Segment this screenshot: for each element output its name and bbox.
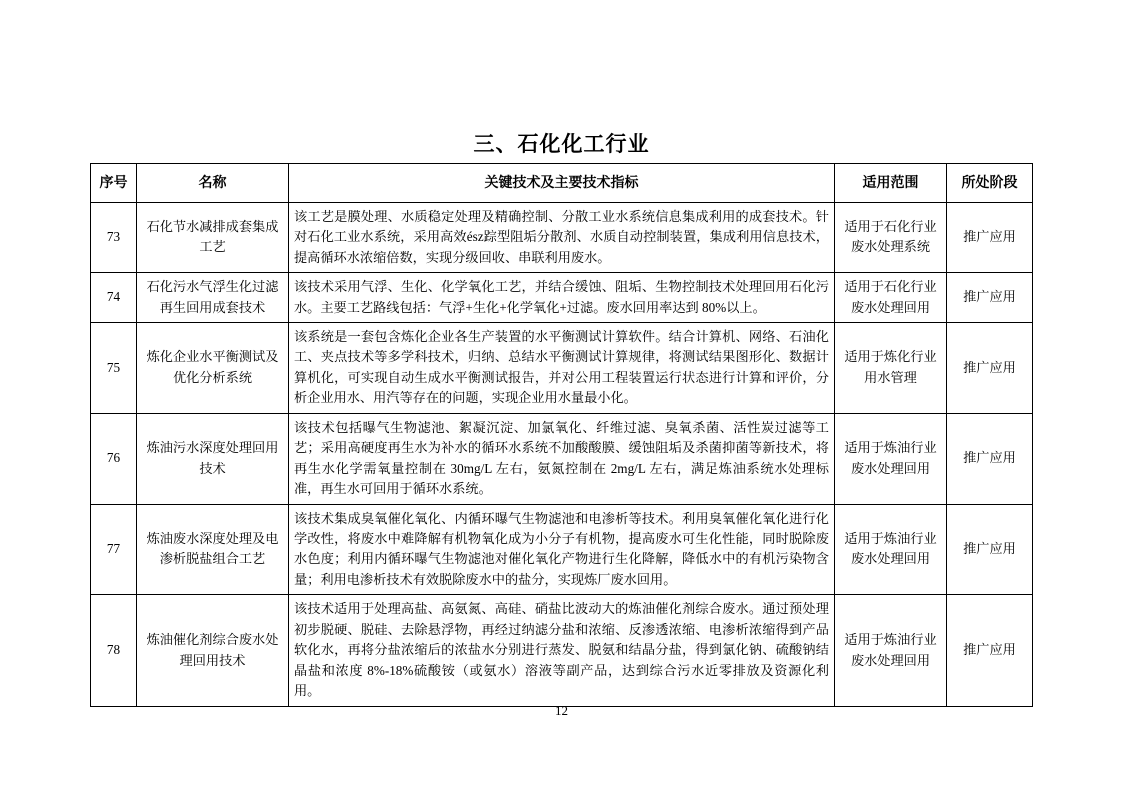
- cell-stage: 推广应用: [947, 322, 1033, 413]
- cell-no: 77: [91, 504, 137, 595]
- cell-no: 76: [91, 413, 137, 504]
- cell-no: 74: [91, 273, 137, 323]
- cell-stage: 推广应用: [947, 504, 1033, 595]
- cell-scope: 适用于石化行业废水处理系统: [835, 202, 947, 272]
- column-header-scope: 适用范围: [835, 164, 947, 203]
- cell-name: 石化节水减排成套集成工艺: [137, 202, 289, 272]
- cell-tech: 该技术适用于处理高盐、高氨氮、高硅、硝盐比波动大的炼油催化剂综合废水。通过预处理初步脱硬、脱硅、去除悬浮物，再经过纳滤分盐和浓缩、反渗透浓缩、电渗析浓缩得到产品软化水，再将分盐浓缩后的浓盐水分别进行蒸发、脱氨和结晶分盐，得到氯化钠、硫酸钠结晶盐和浓度 8%-18%硫酸铵（或氨水）溶液等副产品，达到综合污水近零排放及资源化利用。: [289, 595, 835, 706]
- cell-no: 75: [91, 322, 137, 413]
- cell-name: 炼化企业水平衡测试及优化分析系统: [137, 322, 289, 413]
- cell-scope: 适用于炼油行业废水处理回用: [835, 595, 947, 706]
- table-row: [91, 504, 1033, 595]
- cell-name: 石化污水气浮生化过滤再生回用成套技术: [137, 273, 289, 323]
- page-title: 三、石化化工行业: [473, 133, 650, 156]
- technology-catalog-table: [90, 163, 1033, 707]
- cell-scope: 适用于炼油行业废水处理回用: [835, 504, 947, 595]
- column-header-no: 序号: [91, 164, 137, 203]
- column-header-name: 名称: [137, 164, 289, 203]
- table-header-row: [91, 164, 1033, 203]
- cell-tech: 该技术包括曝气生物滤池、絮凝沉淀、加氯氧化、纤维过滤、臭氧杀菌、活性炭过滤等工艺；采用高硬度再生水为补水的循环水系统不加酸酸膜、缓蚀阻垢及杀菌抑菌等新技术，将再生水化学需氧量控制在 30mg/L 左右，氨氮控制在 2mg/L 左右，满足炼油系统水处理标准，再生水可回用于循环水系统。: [289, 413, 835, 504]
- table-row: [91, 595, 1033, 706]
- cell-name: 炼油废水深度处理及电渗析脱盐组合工艺: [137, 504, 289, 595]
- column-header-tech: 关键技术及主要技术指标: [289, 164, 835, 203]
- cell-no: 78: [91, 595, 137, 706]
- cell-stage: 推广应用: [947, 202, 1033, 272]
- cell-tech: 该技术采用气浮、生化、化学氧化工艺，并结合缓蚀、阻垢、生物控制技术处理回用石化污水。主要工艺路线包括：气浮+生化+化学氧化+过滤。废水回用率达到 80%以上。: [289, 273, 835, 323]
- cell-scope: 适用于炼化行业用水管理: [835, 322, 947, 413]
- cell-stage: 推广应用: [947, 595, 1033, 706]
- cell-tech: 该系统是一套包含炼化企业各生产装置的水平衡测试计算软件。结合计算机、网络、石油化工、夹点技术等多学科技术，归纳、总结水平衡测试计算规律，将测试结果图形化、数据计算机化，可实现自动生成水平衡测试报告，并对公用工程装置运行状态进行计算和评价，分析企业用水、用汽等存在的问题，实现企业用水量最小化。: [289, 322, 835, 413]
- cell-tech: 该技术集成臭氧催化氧化、内循环曝气生物滤池和电渗析等技术。利用臭氧催化氧化进行化学改性，将废水中难降解有机物氧化成为小分子有机物，提高废水可生化性能，同时脱除废水色度；利用内循环曝气生物滤池对催化氧化产物进行生化降解，降低水中的有机污染物含量；利用电渗析技术有效脱除废水中的盐分，实现炼厂废水回用。: [289, 504, 835, 595]
- page-number: 12: [555, 703, 568, 718]
- cell-stage: 推广应用: [947, 273, 1033, 323]
- column-header-stage: 所处阶段: [947, 164, 1033, 203]
- cell-scope: 适用于石化行业废水处理回用: [835, 273, 947, 323]
- cell-tech: 该工艺是膜处理、水质稳定处理及精确控制、分散工业水系统信息集成利用的成套技术。针对石化工业水系统，采用高效ész踪型阻垢分散剂、水质自动控制装置，集成利用信息技术，提高循环水浓缩倍数，实现分级回收、串联利用废水。: [289, 202, 835, 272]
- table-row: [91, 202, 1033, 272]
- cell-scope: 适用于炼油行业废水处理回用: [835, 413, 947, 504]
- table-row: [91, 322, 1033, 413]
- cell-stage: 推广应用: [947, 413, 1033, 504]
- cell-name: 炼油催化剂综合废水处理回用技术: [137, 595, 289, 706]
- table-row: [91, 413, 1033, 504]
- cell-name: 炼油污水深度处理回用技术: [137, 413, 289, 504]
- cell-no: 73: [91, 202, 137, 272]
- table-row: [91, 273, 1033, 323]
